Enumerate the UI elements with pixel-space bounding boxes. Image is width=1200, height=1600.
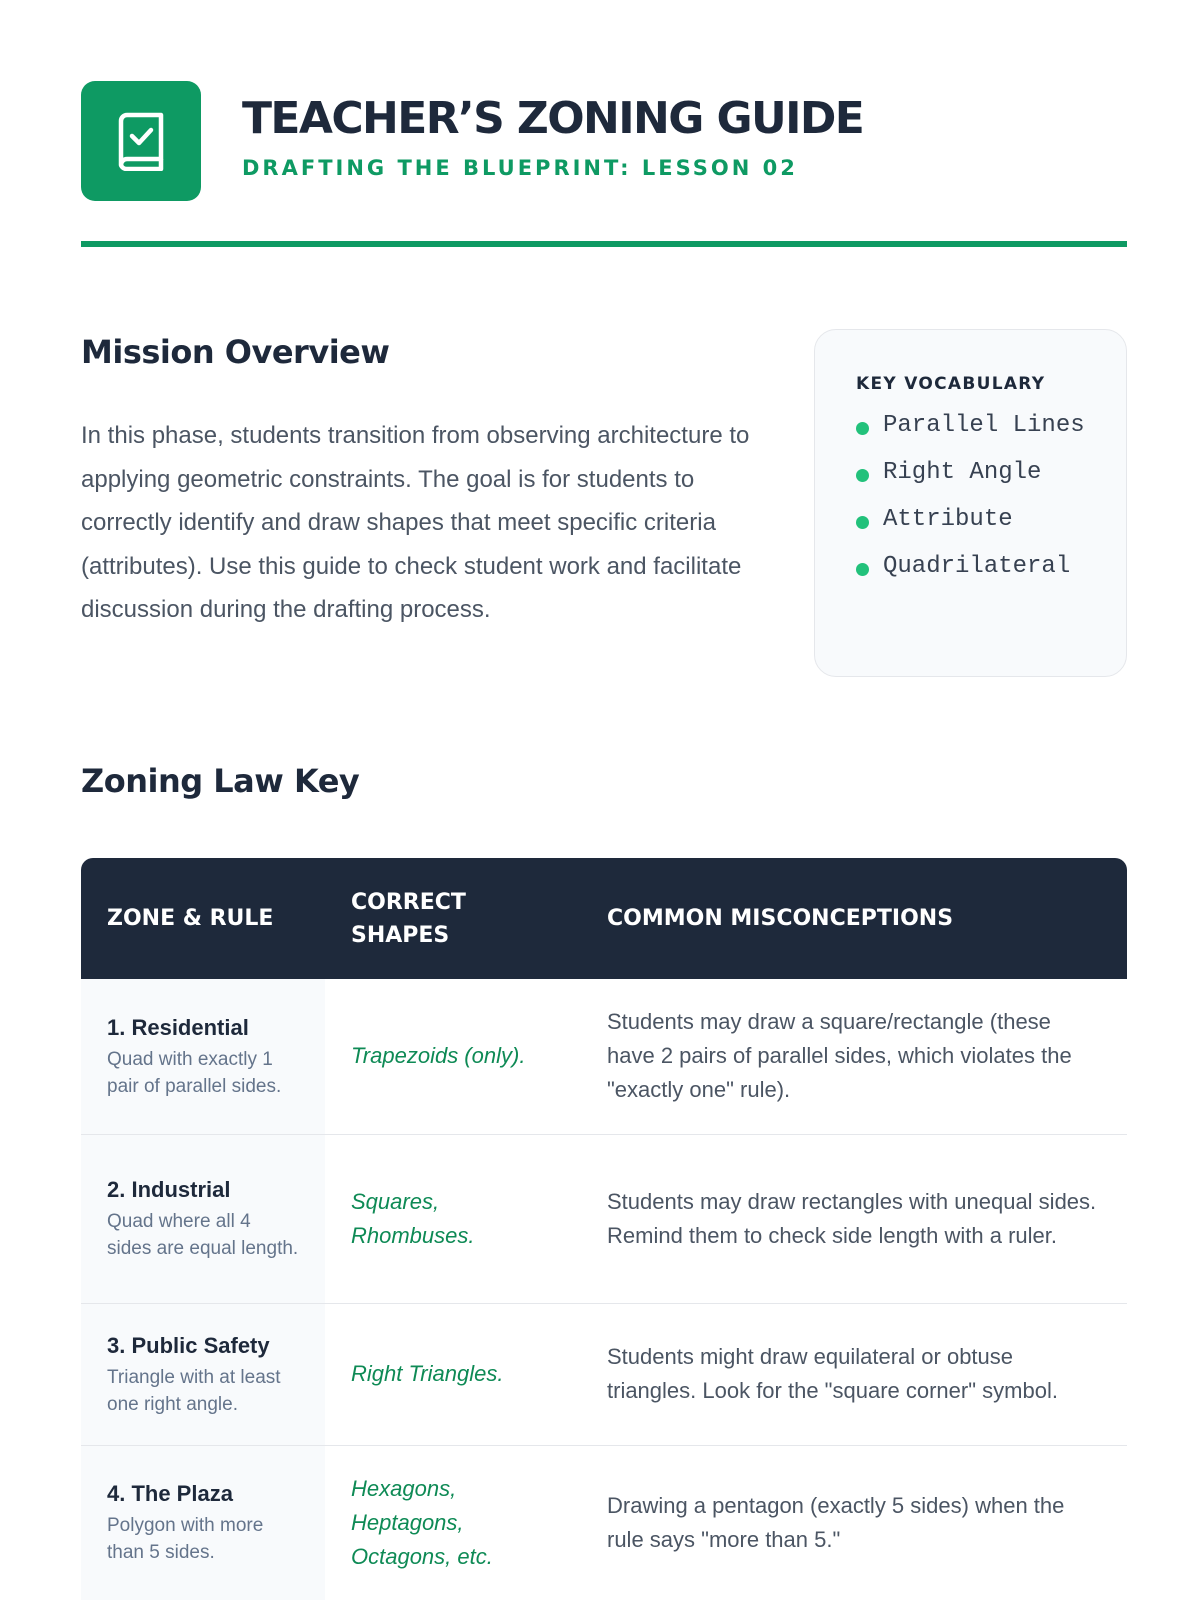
correct-shapes-cell (325, 1303, 581, 1445)
zone-name: 4. The Plaza (107, 1481, 233, 1506)
table-row (81, 1303, 1127, 1445)
vocabulary-term: Attribute (883, 506, 1013, 533)
zone-rule: Polygon with more than 5 sides. (107, 1515, 264, 1563)
page-subtitle: DRAFTING THE BLUEPRINT: LESSON 02 (242, 156, 798, 180)
table-row (81, 1134, 1127, 1303)
bullet-dot-icon (856, 469, 869, 482)
correct-shapes: Hexagons, Heptagons, Octagons, etc. (351, 1475, 493, 1569)
page-title: TEACHER’S ZONING GUIDE (242, 93, 864, 144)
zone-name: 1. Residential (107, 1014, 249, 1040)
correct-shapes-cell (325, 979, 581, 1134)
correct-shapes: Squares, Rhombuses. (351, 1188, 475, 1248)
book-check-icon (115, 111, 167, 171)
misconception-cell (581, 1134, 1127, 1303)
misconception-cell (581, 1445, 1127, 1600)
zoning-law-table (81, 858, 1127, 1600)
vocabulary-list (856, 410, 1085, 598)
column-header-zone: ZONE & RULE (81, 858, 325, 979)
misconception-cell (581, 979, 1127, 1134)
vocabulary-item (856, 551, 1085, 598)
vocabulary-term: Right Angle (883, 459, 1042, 486)
header-divider (81, 241, 1127, 247)
misconception-text: Students may draw rectangles with unequal sides. Remind them to check side length with a ruler. (607, 1188, 1097, 1248)
bullet-dot-icon (856, 516, 869, 529)
zone-rule-cell (81, 979, 325, 1134)
vocabulary-item (856, 410, 1085, 457)
guide-header (81, 81, 1127, 201)
zone-rule: Triangle with at least one right angle. (107, 1366, 281, 1415)
misconception-text: Students may draw a square/rectangle (these have 2 pairs of parallel sides, which violates the "exactly one" rule). (607, 1009, 1072, 1103)
overview-heading: Mission Overview (81, 333, 390, 371)
misconception-cell (581, 1303, 1127, 1445)
misconception-text: Students might draw equilateral or obtuse triangles. Look for the "square corner" symbol. (607, 1344, 1058, 1403)
table-row (81, 979, 1127, 1134)
correct-shapes-cell (325, 1134, 581, 1303)
table-row (81, 1445, 1127, 1600)
vocabulary-item (856, 457, 1085, 504)
vocabulary-title: KEY VOCABULARY (856, 374, 1046, 394)
zone-name: 3. Public Safety (107, 1332, 270, 1358)
key-vocabulary-card (814, 329, 1127, 677)
bullet-dot-icon (856, 422, 869, 435)
bullet-dot-icon (856, 563, 869, 576)
table-header-row (81, 858, 1127, 979)
misconception-text: Drawing a pentagon (exactly 5 sides) when the rule says "more than 5." (607, 1492, 1065, 1552)
correct-shapes-cell (325, 1445, 581, 1600)
overview-text: In this phase, students transition from observing architecture to applying geometric constraints. The goal is for students to correctly identify and draw shapes that meet specific criteria (attributes). Use this guide to check student work and facilitate discussion during the drafting process. (81, 422, 750, 623)
correct-shapes: Trapezoids (only). (351, 1043, 526, 1069)
zone-rule: Quad with exactly 1 pair of parallel sides. (107, 1048, 282, 1097)
logo-tile (81, 81, 201, 201)
zone-rule-cell (81, 1303, 325, 1445)
zone-rule-cell (81, 1134, 325, 1303)
vocabulary-term: Parallel Lines (883, 412, 1085, 439)
column-header-misconceptions: COMMON MISCONCEPTIONS (581, 858, 1127, 979)
zone-name: 2. Industrial (107, 1177, 231, 1202)
vocabulary-term: Quadrilateral (883, 553, 1071, 580)
column-header-shapes: CORRECT SHAPES (325, 858, 581, 979)
vocabulary-item (856, 504, 1085, 551)
zone-rule-cell (81, 1445, 325, 1600)
zoning-heading: Zoning Law Key (81, 762, 360, 800)
correct-shapes: Right Triangles. (351, 1361, 504, 1386)
zone-rule: Quad where all 4 sides are equal length. (107, 1211, 299, 1259)
